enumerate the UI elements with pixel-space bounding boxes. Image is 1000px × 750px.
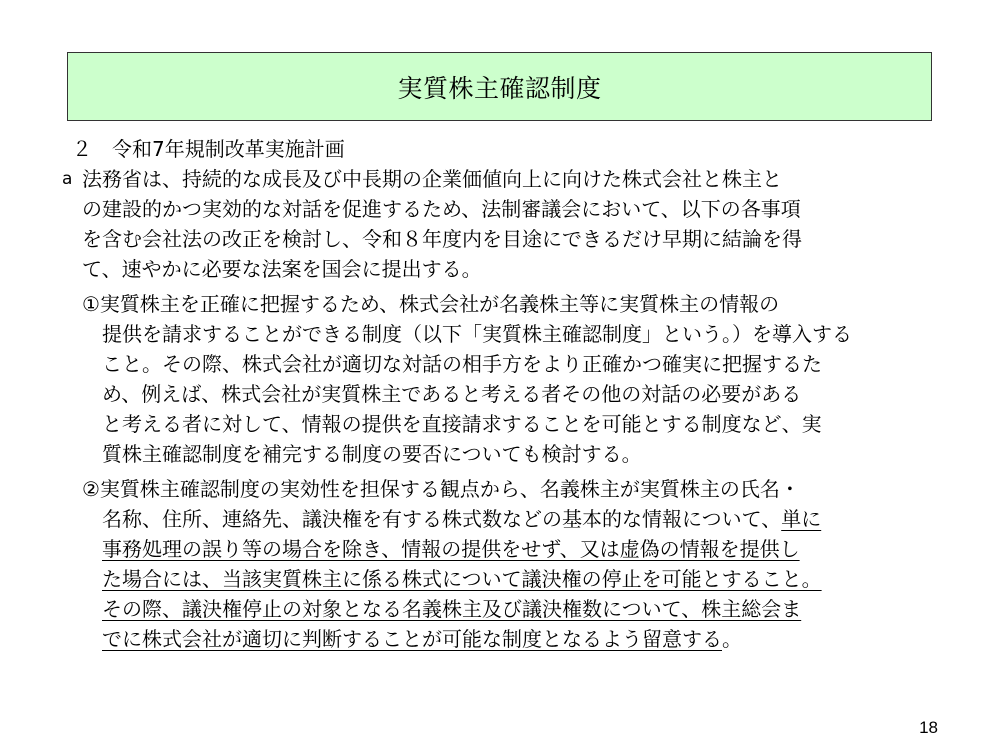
page-title: 実質株主確認制度 bbox=[397, 73, 602, 103]
item-2-underlined-line: その際、議決権停止の対象となる名義株主及び議決権数について、株主総会ま bbox=[102, 597, 802, 621]
item-a-marker: a bbox=[62, 169, 73, 189]
item-2-text: 。 bbox=[722, 627, 742, 651]
item-2-underlined-line: た場合には、当該実質株主に係る株式について議決権の停止を可能とすること。 bbox=[102, 567, 822, 591]
item-2-text: 名称、住所、連絡先、議決権を有する株式数などの基本的な情報について、 bbox=[102, 507, 782, 531]
item-a-line: の建設的かつ実効的な対話を促進するため、法制審議会において、以下の各事項 bbox=[82, 197, 801, 221]
title-box bbox=[67, 52, 932, 121]
item-a-line: 法務省は、持続的な成長及び中長期の企業価値向上に向けた株式会社と株主と bbox=[82, 167, 782, 191]
item-1-line: め、例えば、株式会社が実質株主であると考える者その他の対話の必要がある bbox=[102, 382, 802, 406]
item-1-line: と考える者に対して、情報の提供を直接請求することを可能とする制度など、実 bbox=[102, 412, 822, 436]
item-a-line: て、速やかに必要な法案を国会に提出する。 bbox=[82, 257, 482, 281]
item-2-underlined-line: 事務処理の誤り等の場合を除き、情報の提供をせず、又は虚偽の情報を提供し bbox=[102, 537, 800, 561]
item-1-line: 質株主確認制度を補完する制度の要否についても検討する。 bbox=[102, 442, 642, 466]
item-2-line: ②実質株主確認制度の実効性を担保する観点から、名義株主が実質株主の氏名・ bbox=[82, 477, 800, 501]
item-1-line: ①実質株主を正確に把握するため、株式会社が名義株主等に実質株主の情報の bbox=[82, 292, 780, 316]
item-a-line: を含む会社法の改正を検討し、令和８年度内を目途にできるだけ早期に結論を得 bbox=[82, 227, 802, 251]
item-1-line: こと。その際、株式会社が適切な対話の相手方をより正確かつ確実に把握するた bbox=[102, 352, 822, 376]
item-1-line: 提供を請求することができる制度（以下「実質株主確認制度」という。）を導入する bbox=[102, 322, 852, 346]
page-number: 18 bbox=[919, 718, 938, 737]
section-heading: ２ 令和7年規制改革実施計画 bbox=[72, 137, 345, 161]
item-2-line bbox=[102, 505, 821, 533]
item-2-line bbox=[102, 625, 742, 653]
item-2-underlined-text: でに株式会社が適切に判断することが可能な制度となるよう留意する bbox=[102, 627, 722, 651]
item-2-underlined-text: 単に bbox=[781, 507, 822, 531]
